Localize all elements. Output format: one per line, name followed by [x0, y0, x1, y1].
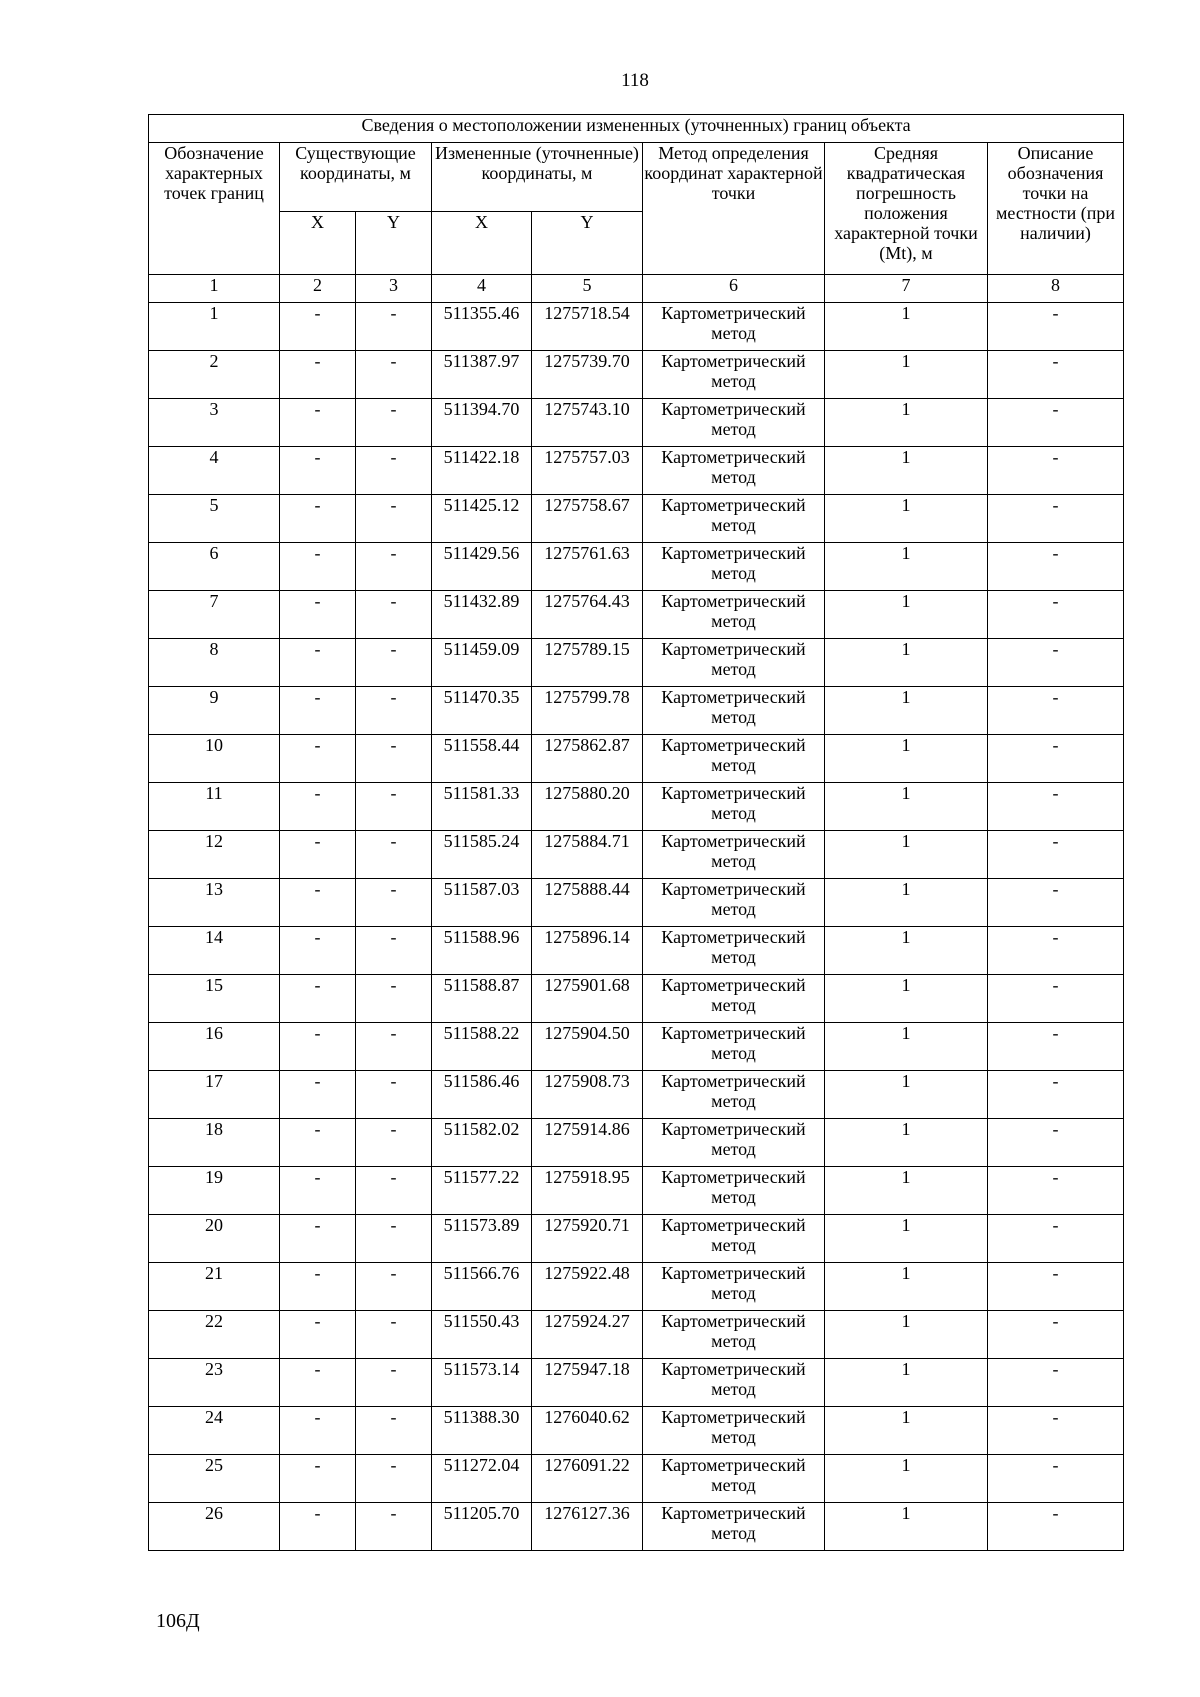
cell-existing-x: - — [280, 351, 356, 399]
cell-existing-x: - — [280, 543, 356, 591]
cell-method — [643, 975, 825, 1023]
cell-point-number: 13 — [149, 879, 280, 927]
cell-point-number: 4 — [149, 447, 280, 495]
cell-changed-y: 1276127.36 — [532, 1503, 643, 1551]
cell-description: - — [988, 1167, 1124, 1215]
cell-existing-x: - — [280, 1167, 356, 1215]
cell-changed-x: 511582.02 — [432, 1119, 532, 1167]
method-text: Картометрический метод — [661, 447, 806, 487]
cell-changed-x: 511422.18 — [432, 447, 532, 495]
cell-mean-error: 1 — [825, 1359, 988, 1407]
cell-point-number: 20 — [149, 1215, 280, 1263]
cell-description: - — [988, 783, 1124, 831]
document-code: 106Д — [156, 1610, 200, 1632]
method-text: Картометрический метод — [661, 879, 806, 919]
cell-description: - — [988, 351, 1124, 399]
cell-changed-y: 1275718.54 — [532, 303, 643, 351]
cell-description: - — [988, 1071, 1124, 1119]
method-text: Картометрический метод — [661, 927, 806, 967]
cell-existing-x: - — [280, 1119, 356, 1167]
table-row — [149, 495, 1124, 543]
method-text: Картометрический метод — [661, 399, 806, 439]
cell-changed-x: 511587.03 — [432, 879, 532, 927]
table-row — [149, 1359, 1124, 1407]
cell-mean-error: 1 — [825, 1167, 988, 1215]
cell-mean-error: 1 — [825, 639, 988, 687]
cell-changed-y: 1275896.14 — [532, 927, 643, 975]
cell-mean-error: 1 — [825, 1311, 988, 1359]
cell-description: - — [988, 1359, 1124, 1407]
table-row — [149, 831, 1124, 879]
cell-description: - — [988, 591, 1124, 639]
cell-method — [643, 783, 825, 831]
cell-method — [643, 927, 825, 975]
column-number: 8 — [988, 275, 1124, 303]
cell-point-number: 2 — [149, 351, 280, 399]
cell-description: - — [988, 495, 1124, 543]
cell-mean-error: 1 — [825, 495, 988, 543]
method-text: Картометрический метод — [661, 1167, 806, 1207]
cell-method — [643, 687, 825, 735]
cell-method — [643, 1263, 825, 1311]
cell-mean-error: 1 — [825, 1119, 988, 1167]
cell-changed-x: 511387.97 — [432, 351, 532, 399]
table-row — [149, 303, 1124, 351]
table-row — [149, 1023, 1124, 1071]
cell-changed-x: 511573.14 — [432, 1359, 532, 1407]
cell-description: - — [988, 303, 1124, 351]
cell-method — [643, 1359, 825, 1407]
table-row — [149, 543, 1124, 591]
column-number: 6 — [643, 275, 825, 303]
table-row — [149, 783, 1124, 831]
header-changed-coordinates: Измененные (уточненные) координаты, м — [432, 143, 643, 212]
cell-changed-y: 1275743.10 — [532, 399, 643, 447]
method-text: Картометрический метод — [661, 1071, 806, 1111]
cell-point-number: 21 — [149, 1263, 280, 1311]
header-existing-x: X — [280, 212, 356, 275]
cell-mean-error: 1 — [825, 591, 988, 639]
cell-changed-y: 1275924.27 — [532, 1311, 643, 1359]
table-row — [149, 1455, 1124, 1503]
cell-changed-x: 511432.89 — [432, 591, 532, 639]
method-text: Картометрический метод — [661, 1407, 806, 1447]
cell-changed-y: 1275758.67 — [532, 495, 643, 543]
column-number: 7 — [825, 275, 988, 303]
cell-mean-error: 1 — [825, 1407, 988, 1455]
cell-changed-y: 1275739.70 — [532, 351, 643, 399]
cell-point-number: 8 — [149, 639, 280, 687]
cell-description: - — [988, 927, 1124, 975]
cell-changed-x: 511577.22 — [432, 1167, 532, 1215]
method-text: Картометрический метод — [661, 1503, 806, 1543]
cell-existing-y: - — [356, 1071, 432, 1119]
cell-existing-y: - — [356, 1503, 432, 1551]
cell-changed-x: 511550.43 — [432, 1311, 532, 1359]
method-text: Картометрический метод — [661, 495, 806, 535]
cell-existing-x: - — [280, 399, 356, 447]
cell-existing-x: - — [280, 783, 356, 831]
cell-existing-x: - — [280, 303, 356, 351]
cell-point-number: 3 — [149, 399, 280, 447]
column-number: 3 — [356, 275, 432, 303]
cell-changed-y: 1276040.62 — [532, 1407, 643, 1455]
cell-method — [643, 1407, 825, 1455]
cell-method — [643, 1215, 825, 1263]
cell-existing-y: - — [356, 1359, 432, 1407]
cell-mean-error: 1 — [825, 1215, 988, 1263]
cell-method — [643, 1023, 825, 1071]
cell-point-number: 1 — [149, 303, 280, 351]
cell-mean-error: 1 — [825, 543, 988, 591]
header-changed-y: Y — [532, 212, 643, 275]
cell-existing-y: - — [356, 1263, 432, 1311]
cell-changed-y: 1275799.78 — [532, 687, 643, 735]
cell-point-number: 16 — [149, 1023, 280, 1071]
cell-existing-y: - — [356, 1119, 432, 1167]
cell-changed-x: 511586.46 — [432, 1071, 532, 1119]
cell-mean-error: 1 — [825, 687, 988, 735]
table-row — [149, 639, 1124, 687]
cell-method — [643, 1455, 825, 1503]
cell-description: - — [988, 1311, 1124, 1359]
cell-changed-y: 1275922.48 — [532, 1263, 643, 1311]
cell-method — [643, 735, 825, 783]
cell-point-number: 23 — [149, 1359, 280, 1407]
cell-existing-y: - — [356, 447, 432, 495]
cell-changed-x: 511394.70 — [432, 399, 532, 447]
cell-mean-error: 1 — [825, 447, 988, 495]
cell-changed-x: 511588.87 — [432, 975, 532, 1023]
cell-existing-y: - — [356, 399, 432, 447]
cell-description: - — [988, 1023, 1124, 1071]
cell-point-number: 25 — [149, 1455, 280, 1503]
cell-existing-x: - — [280, 879, 356, 927]
cell-point-number: 24 — [149, 1407, 280, 1455]
cell-existing-y: - — [356, 351, 432, 399]
cell-point-number: 18 — [149, 1119, 280, 1167]
table-row — [149, 1119, 1124, 1167]
cell-method — [643, 1071, 825, 1119]
cell-changed-y: 1275888.44 — [532, 879, 643, 927]
cell-existing-x: - — [280, 735, 356, 783]
cell-changed-x: 511205.70 — [432, 1503, 532, 1551]
method-text: Картометрический метод — [661, 1455, 806, 1495]
cell-changed-x: 511588.96 — [432, 927, 532, 975]
cell-description: - — [988, 447, 1124, 495]
cell-existing-y: - — [356, 687, 432, 735]
cell-existing-x: - — [280, 1503, 356, 1551]
cell-changed-x: 511581.33 — [432, 783, 532, 831]
header-existing-coordinates: Существующие координаты, м — [280, 143, 432, 212]
header-error: Средняя квадратическая погрешность положения характерной точки (Mt), м — [825, 143, 988, 275]
table-row — [149, 879, 1124, 927]
cell-mean-error: 1 — [825, 1455, 988, 1503]
cell-description: - — [988, 879, 1124, 927]
cell-existing-y: - — [356, 879, 432, 927]
cell-changed-x: 511585.24 — [432, 831, 532, 879]
cell-mean-error: 1 — [825, 735, 988, 783]
cell-existing-y: - — [356, 639, 432, 687]
cell-mean-error: 1 — [825, 1023, 988, 1071]
method-text: Картометрический метод — [661, 1263, 806, 1303]
cell-description: - — [988, 639, 1124, 687]
cell-method — [643, 399, 825, 447]
cell-existing-y: - — [356, 783, 432, 831]
cell-mean-error: 1 — [825, 1263, 988, 1311]
cell-mean-error: 1 — [825, 879, 988, 927]
cell-existing-y: - — [356, 1407, 432, 1455]
method-text: Картометрический метод — [661, 543, 806, 583]
cell-existing-x: - — [280, 591, 356, 639]
cell-existing-y: - — [356, 1311, 432, 1359]
cell-method — [643, 543, 825, 591]
table-row — [149, 1071, 1124, 1119]
cell-existing-x: - — [280, 1023, 356, 1071]
cell-changed-y: 1275884.71 — [532, 831, 643, 879]
method-text: Картометрический метод — [661, 303, 806, 343]
cell-existing-y: - — [356, 831, 432, 879]
cell-changed-x: 511388.30 — [432, 1407, 532, 1455]
cell-existing-x: - — [280, 975, 356, 1023]
cell-point-number: 15 — [149, 975, 280, 1023]
cell-existing-x: - — [280, 831, 356, 879]
cell-existing-y: - — [356, 1023, 432, 1071]
table-row — [149, 1311, 1124, 1359]
cell-description: - — [988, 975, 1124, 1023]
cell-changed-y: 1275908.73 — [532, 1071, 643, 1119]
cell-changed-x: 511573.89 — [432, 1215, 532, 1263]
cell-description: - — [988, 1503, 1124, 1551]
cell-mean-error: 1 — [825, 1071, 988, 1119]
cell-method — [643, 879, 825, 927]
cell-description: - — [988, 1215, 1124, 1263]
cell-changed-x: 511566.76 — [432, 1263, 532, 1311]
cell-changed-y: 1276091.22 — [532, 1455, 643, 1503]
cell-mean-error: 1 — [825, 1503, 988, 1551]
cell-point-number: 11 — [149, 783, 280, 831]
cell-method — [643, 639, 825, 687]
cell-point-number: 6 — [149, 543, 280, 591]
cell-changed-x: 511588.22 — [432, 1023, 532, 1071]
cell-description: - — [988, 831, 1124, 879]
table-row — [149, 975, 1124, 1023]
cell-existing-x: - — [280, 1455, 356, 1503]
header-point-designation: Обозначение характерных точек границ — [149, 143, 280, 275]
cell-existing-y: - — [356, 1455, 432, 1503]
method-text: Картометрический метод — [661, 735, 806, 775]
column-number: 1 — [149, 275, 280, 303]
cell-existing-x: - — [280, 1263, 356, 1311]
cell-existing-y: - — [356, 1215, 432, 1263]
cell-existing-x: - — [280, 447, 356, 495]
column-number: 4 — [432, 275, 532, 303]
cell-description: - — [988, 1455, 1124, 1503]
cell-existing-y: - — [356, 591, 432, 639]
cell-changed-y: 1275764.43 — [532, 591, 643, 639]
cell-method — [643, 447, 825, 495]
cell-existing-y: - — [356, 975, 432, 1023]
cell-point-number: 10 — [149, 735, 280, 783]
cell-method — [643, 591, 825, 639]
method-text: Картометрический метод — [661, 591, 806, 631]
cell-existing-x: - — [280, 495, 356, 543]
cell-point-number: 9 — [149, 687, 280, 735]
cell-description: - — [988, 1119, 1124, 1167]
cell-changed-y: 1275901.68 — [532, 975, 643, 1023]
cell-changed-y: 1275862.87 — [532, 735, 643, 783]
cell-mean-error: 1 — [825, 303, 988, 351]
cell-existing-y: - — [356, 303, 432, 351]
cell-existing-x: - — [280, 1311, 356, 1359]
cell-changed-x: 511272.04 — [432, 1455, 532, 1503]
page-number: 118 — [621, 70, 649, 91]
cell-changed-y: 1275920.71 — [532, 1215, 643, 1263]
boundary-coordinates-table — [148, 114, 1124, 1551]
cell-mean-error: 1 — [825, 351, 988, 399]
header-changed-x: X — [432, 212, 532, 275]
cell-method — [643, 303, 825, 351]
cell-changed-y: 1275789.15 — [532, 639, 643, 687]
cell-method — [643, 1167, 825, 1215]
cell-point-number: 5 — [149, 495, 280, 543]
cell-existing-x: - — [280, 1071, 356, 1119]
cell-mean-error: 1 — [825, 399, 988, 447]
cell-changed-y: 1275947.18 — [532, 1359, 643, 1407]
cell-mean-error: 1 — [825, 975, 988, 1023]
cell-point-number: 14 — [149, 927, 280, 975]
cell-method — [643, 495, 825, 543]
cell-changed-x: 511355.46 — [432, 303, 532, 351]
cell-description: - — [988, 687, 1124, 735]
table-row — [149, 687, 1124, 735]
table-row — [149, 927, 1124, 975]
cell-changed-x: 511558.44 — [432, 735, 532, 783]
table-row — [149, 591, 1124, 639]
table-title: Сведения о местоположении измененных (уточненных) границ объекта — [149, 115, 1124, 143]
cell-point-number: 26 — [149, 1503, 280, 1551]
cell-point-number: 19 — [149, 1167, 280, 1215]
column-number-row — [149, 275, 1124, 303]
method-text: Картометрический метод — [661, 351, 806, 391]
cell-existing-x: - — [280, 687, 356, 735]
cell-point-number: 17 — [149, 1071, 280, 1119]
column-number: 2 — [280, 275, 356, 303]
cell-mean-error: 1 — [825, 783, 988, 831]
cell-method — [643, 831, 825, 879]
cell-changed-x: 511429.56 — [432, 543, 532, 591]
cell-point-number: 7 — [149, 591, 280, 639]
method-text: Картометрический метод — [661, 1215, 806, 1255]
column-number: 5 — [532, 275, 643, 303]
cell-description: - — [988, 1263, 1124, 1311]
header-description: Описание обозначения точки на местности (при наличии) — [988, 143, 1124, 275]
cell-method — [643, 1119, 825, 1167]
cell-changed-y: 1275918.95 — [532, 1167, 643, 1215]
cell-mean-error: 1 — [825, 927, 988, 975]
header-method: Метод определения координат характерной точки — [643, 143, 825, 275]
cell-changed-y: 1275757.03 — [532, 447, 643, 495]
cell-changed-y: 1275914.86 — [532, 1119, 643, 1167]
table-row — [149, 735, 1124, 783]
cell-existing-x: - — [280, 1359, 356, 1407]
cell-changed-y: 1275904.50 — [532, 1023, 643, 1071]
cell-changed-x: 511425.12 — [432, 495, 532, 543]
header-existing-y: Y — [356, 212, 432, 275]
method-text: Картометрический метод — [661, 1311, 806, 1351]
cell-point-number: 22 — [149, 1311, 280, 1359]
cell-existing-y: - — [356, 927, 432, 975]
method-text: Картометрический метод — [661, 783, 806, 823]
cell-description: - — [988, 543, 1124, 591]
method-text: Картометрический метод — [661, 1023, 806, 1063]
cell-method — [643, 1311, 825, 1359]
method-text: Картометрический метод — [661, 831, 806, 871]
table-row — [149, 1407, 1124, 1455]
table-row — [149, 351, 1124, 399]
cell-existing-y: - — [356, 543, 432, 591]
cell-mean-error: 1 — [825, 831, 988, 879]
cell-description: - — [988, 1407, 1124, 1455]
table-row — [149, 1215, 1124, 1263]
method-text: Картометрический метод — [661, 975, 806, 1015]
cell-changed-y: 1275880.20 — [532, 783, 643, 831]
table-row — [149, 1167, 1124, 1215]
cell-method — [643, 351, 825, 399]
table-row — [149, 1503, 1124, 1551]
table-row — [149, 399, 1124, 447]
cell-description: - — [988, 735, 1124, 783]
table-row — [149, 1263, 1124, 1311]
cell-changed-y: 1275761.63 — [532, 543, 643, 591]
table-row — [149, 447, 1124, 495]
cell-existing-y: - — [356, 495, 432, 543]
method-text: Картометрический метод — [661, 687, 806, 727]
cell-description: - — [988, 399, 1124, 447]
cell-existing-x: - — [280, 639, 356, 687]
cell-existing-x: - — [280, 1215, 356, 1263]
cell-changed-x: 511470.35 — [432, 687, 532, 735]
method-text: Картометрический метод — [661, 1359, 806, 1399]
cell-existing-x: - — [280, 927, 356, 975]
method-text: Картометрический метод — [661, 639, 806, 679]
cell-existing-y: - — [356, 1167, 432, 1215]
cell-changed-x: 511459.09 — [432, 639, 532, 687]
cell-method — [643, 1503, 825, 1551]
cell-point-number: 12 — [149, 831, 280, 879]
cell-existing-x: - — [280, 1407, 356, 1455]
method-text: Картометрический метод — [661, 1119, 806, 1159]
cell-existing-y: - — [356, 735, 432, 783]
